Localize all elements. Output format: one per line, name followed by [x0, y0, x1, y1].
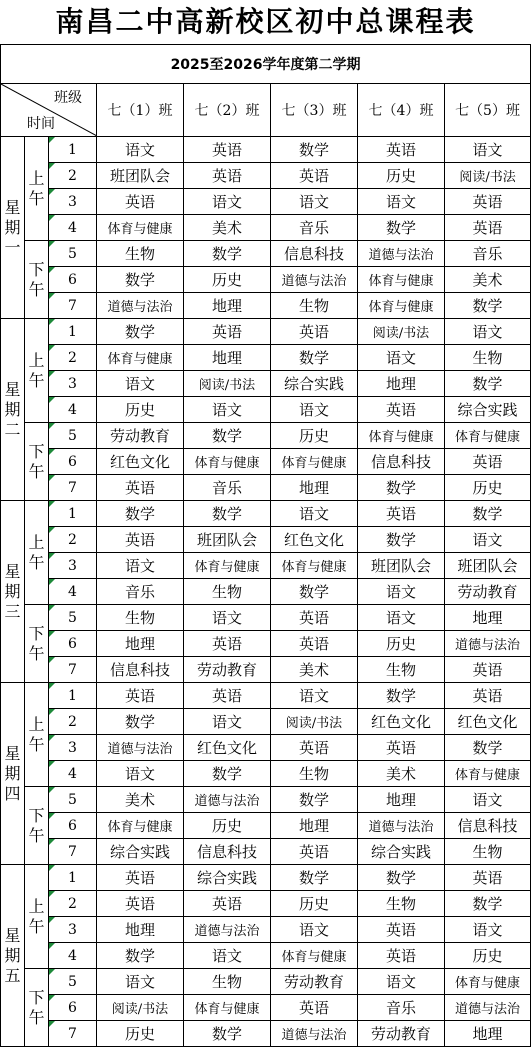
subject-cell: 地理 [271, 475, 358, 501]
subject-cell: 历史 [97, 1021, 184, 1047]
subject-cell: 体育与健康 [445, 969, 531, 995]
subject-cell: 数学 [445, 371, 531, 397]
table-row [1, 423, 531, 449]
subject-cell: 道德与法治 [97, 735, 184, 761]
subject-cell: 美术 [184, 215, 271, 241]
subject-cell: 语文 [271, 189, 358, 215]
subject-cell: 综合实践 [271, 371, 358, 397]
morning-label: 上 午 [25, 319, 49, 423]
table-row [1, 397, 531, 423]
period-number: 6 [49, 267, 97, 293]
subject-cell: 劳动教育 [271, 969, 358, 995]
subject-cell: 生物 [358, 657, 445, 683]
subject-cell: 数学 [97, 319, 184, 345]
period-number: 3 [49, 371, 97, 397]
subject-cell: 语文 [97, 969, 184, 995]
subject-cell: 英语 [97, 527, 184, 553]
subject-cell: 信息科技 [184, 839, 271, 865]
subject-cell: 语文 [184, 709, 271, 735]
subject-cell: 地理 [271, 813, 358, 839]
subject-cell: 生物 [445, 839, 531, 865]
subject-cell: 语文 [97, 137, 184, 163]
period-number: 3 [49, 553, 97, 579]
table-row [1, 761, 531, 787]
subject-cell: 英语 [445, 215, 531, 241]
subject-cell: 历史 [358, 163, 445, 189]
subject-cell: 体育与健康 [358, 293, 445, 319]
subject-cell: 美术 [358, 761, 445, 787]
subject-cell: 班团队会 [97, 163, 184, 189]
subject-cell: 语文 [358, 189, 445, 215]
subject-cell: 语文 [358, 969, 445, 995]
subject-cell: 红色文化 [445, 709, 531, 735]
table-row [1, 969, 531, 995]
period-number: 4 [49, 761, 97, 787]
table-row [1, 1021, 531, 1047]
subject-cell: 英语 [271, 605, 358, 631]
day-label: 星 期 三 [1, 501, 25, 683]
subject-cell: 红色文化 [184, 735, 271, 761]
afternoon-label: 下 午 [25, 241, 49, 319]
subject-cell: 劳动教育 [184, 657, 271, 683]
subject-cell: 阅读/书法 [271, 709, 358, 735]
corner-cell [1, 84, 97, 137]
subject-cell: 阅读/书法 [358, 319, 445, 345]
subject-cell: 地理 [445, 605, 531, 631]
subject-cell: 数学 [445, 735, 531, 761]
subject-cell: 数学 [97, 267, 184, 293]
table-row [1, 917, 531, 943]
subject-cell: 数学 [184, 501, 271, 527]
day-label: 星 期 四 [1, 683, 25, 865]
subject-cell: 红色文化 [97, 449, 184, 475]
subject-cell: 美术 [445, 267, 531, 293]
subject-cell: 数学 [358, 475, 445, 501]
subject-cell: 生物 [97, 605, 184, 631]
subject-cell: 信息科技 [97, 657, 184, 683]
subject-cell: 英语 [358, 137, 445, 163]
period-number: 4 [49, 215, 97, 241]
subject-cell: 地理 [97, 631, 184, 657]
morning-label: 上 午 [25, 137, 49, 241]
subject-cell: 数学 [184, 423, 271, 449]
subject-cell: 体育与健康 [358, 267, 445, 293]
subject-cell: 数学 [97, 943, 184, 969]
subject-cell: 英语 [97, 475, 184, 501]
subject-cell: 数学 [271, 865, 358, 891]
subject-cell: 语文 [271, 501, 358, 527]
subject-cell: 音乐 [184, 475, 271, 501]
subject-cell: 生物 [97, 241, 184, 267]
subject-cell: 信息科技 [445, 813, 531, 839]
subject-cell: 语文 [445, 527, 531, 553]
subject-cell: 数学 [184, 241, 271, 267]
period-number: 4 [49, 579, 97, 605]
page-title: 南昌二中高新校区初中总课程表 [55, 5, 476, 38]
subject-cell: 英语 [184, 319, 271, 345]
table-row [1, 605, 531, 631]
subject-cell: 英语 [184, 631, 271, 657]
subject-cell: 体育与健康 [271, 553, 358, 579]
subject-cell: 语文 [97, 553, 184, 579]
period-number: 3 [49, 917, 97, 943]
subject-cell: 道德与法治 [445, 631, 531, 657]
corner-time-label: 时间 [27, 116, 55, 132]
afternoon-label: 下 午 [25, 787, 49, 865]
subject-cell: 历史 [97, 397, 184, 423]
subject-cell: 生物 [184, 579, 271, 605]
subject-cell: 历史 [184, 813, 271, 839]
table-row [1, 865, 531, 891]
subject-cell: 红色文化 [358, 709, 445, 735]
subject-cell: 数学 [271, 137, 358, 163]
subject-cell: 生物 [271, 293, 358, 319]
table-row [1, 839, 531, 865]
subject-cell: 英语 [271, 995, 358, 1021]
period-number: 7 [49, 293, 97, 319]
period-number: 6 [49, 813, 97, 839]
table-row [1, 683, 531, 709]
subject-cell: 综合实践 [358, 839, 445, 865]
morning-label: 上 午 [25, 865, 49, 969]
subject-cell: 数学 [271, 787, 358, 813]
subject-cell: 班团队会 [445, 553, 531, 579]
subject-cell: 数学 [271, 345, 358, 371]
subject-cell: 地理 [358, 371, 445, 397]
subject-cell: 数学 [97, 501, 184, 527]
subject-cell: 数学 [271, 579, 358, 605]
subject-cell: 英语 [445, 657, 531, 683]
subject-cell: 地理 [184, 345, 271, 371]
subject-cell: 道德与法治 [184, 917, 271, 943]
day-label: 星 期 五 [1, 865, 25, 1047]
period-number: 1 [49, 501, 97, 527]
table-row [1, 215, 531, 241]
subject-cell: 数学 [358, 865, 445, 891]
subject-cell: 信息科技 [358, 449, 445, 475]
table-row [1, 475, 531, 501]
subject-cell: 生物 [184, 969, 271, 995]
subject-cell: 英语 [358, 501, 445, 527]
subject-cell: 语文 [445, 917, 531, 943]
table-row [1, 449, 531, 475]
table-row [1, 995, 531, 1021]
period-number: 1 [49, 319, 97, 345]
subject-cell: 红色文化 [271, 527, 358, 553]
subject-cell: 语文 [184, 397, 271, 423]
subject-cell: 英语 [184, 137, 271, 163]
subject-cell: 数学 [358, 215, 445, 241]
subject-cell: 道德与法治 [358, 241, 445, 267]
header-row [1, 84, 531, 137]
subject-cell: 体育与健康 [358, 423, 445, 449]
subject-cell: 英语 [97, 683, 184, 709]
subject-cell: 英语 [184, 683, 271, 709]
period-number: 5 [49, 241, 97, 267]
period-number: 1 [49, 865, 97, 891]
subject-cell: 语文 [97, 761, 184, 787]
subject-cell: 历史 [445, 943, 531, 969]
subject-cell: 综合实践 [184, 865, 271, 891]
table-row [1, 527, 531, 553]
table-row [1, 579, 531, 605]
period-number: 6 [49, 995, 97, 1021]
table-row [1, 189, 531, 215]
subject-cell: 语文 [97, 371, 184, 397]
subject-cell: 英语 [358, 735, 445, 761]
period-number: 2 [49, 891, 97, 917]
term-subtitle: 2025至2026学年度第二学期 [1, 45, 531, 84]
period-number: 1 [49, 683, 97, 709]
morning-label: 上 午 [25, 683, 49, 787]
subject-cell: 数学 [445, 293, 531, 319]
table-row [1, 501, 531, 527]
subject-cell: 阅读/书法 [184, 371, 271, 397]
subject-cell: 劳动教育 [358, 1021, 445, 1047]
subject-cell: 美术 [271, 657, 358, 683]
table-row [1, 345, 531, 371]
subject-cell: 劳动教育 [97, 423, 184, 449]
subject-cell: 英语 [97, 865, 184, 891]
table-row [1, 787, 531, 813]
table-row [1, 891, 531, 917]
subject-cell: 地理 [445, 1021, 531, 1047]
subject-cell: 语文 [271, 917, 358, 943]
morning-label: 上 午 [25, 501, 49, 605]
afternoon-label: 下 午 [25, 605, 49, 683]
period-number: 2 [49, 527, 97, 553]
subject-cell: 历史 [358, 631, 445, 657]
period-number: 5 [49, 423, 97, 449]
period-number: 5 [49, 605, 97, 631]
subject-cell: 数学 [445, 891, 531, 917]
subject-cell: 语文 [358, 605, 445, 631]
subject-cell: 信息科技 [271, 241, 358, 267]
subject-cell: 道德与法治 [97, 293, 184, 319]
subject-cell: 体育与健康 [445, 761, 531, 787]
subject-cell: 语文 [271, 397, 358, 423]
class-header: 七（2）班 [184, 84, 271, 137]
subject-cell: 英语 [445, 189, 531, 215]
subject-cell: 体育与健康 [184, 995, 271, 1021]
table-row [1, 657, 531, 683]
class-header: 七（1）班 [97, 84, 184, 137]
subject-cell: 语文 [358, 345, 445, 371]
subject-cell: 音乐 [358, 995, 445, 1021]
period-number: 6 [49, 449, 97, 475]
subject-cell: 数学 [358, 683, 445, 709]
table-row [1, 631, 531, 657]
period-number: 3 [49, 735, 97, 761]
subject-cell: 劳动教育 [445, 579, 531, 605]
subject-cell: 英语 [358, 943, 445, 969]
subject-cell: 体育与健康 [97, 813, 184, 839]
class-header: 七（5）班 [445, 84, 531, 137]
subject-cell: 数学 [184, 1021, 271, 1047]
subject-cell: 美术 [97, 787, 184, 813]
subject-cell: 体育与健康 [271, 449, 358, 475]
subject-cell: 道德与法治 [445, 995, 531, 1021]
subject-cell: 语文 [184, 605, 271, 631]
afternoon-label: 下 午 [25, 423, 49, 501]
table-row [1, 371, 531, 397]
period-number: 7 [49, 657, 97, 683]
subject-cell: 英语 [97, 189, 184, 215]
subject-cell: 阅读/书法 [97, 995, 184, 1021]
subject-cell: 生物 [271, 761, 358, 787]
table-row [1, 735, 531, 761]
table-row [1, 267, 531, 293]
subject-cell: 生物 [358, 891, 445, 917]
period-number: 4 [49, 943, 97, 969]
subject-cell: 体育与健康 [445, 423, 531, 449]
subject-cell: 道德与法治 [271, 1021, 358, 1047]
subject-cell: 英语 [271, 163, 358, 189]
subject-cell: 英语 [445, 683, 531, 709]
period-number: 7 [49, 1021, 97, 1047]
period-number: 1 [49, 137, 97, 163]
subject-cell: 历史 [445, 475, 531, 501]
period-number: 2 [49, 163, 97, 189]
subject-cell: 英语 [445, 449, 531, 475]
subject-cell: 英语 [271, 839, 358, 865]
subject-cell: 历史 [271, 891, 358, 917]
period-number: 6 [49, 631, 97, 657]
subject-cell: 综合实践 [97, 839, 184, 865]
subject-cell: 体育与健康 [184, 553, 271, 579]
class-header: 七（3）班 [271, 84, 358, 137]
subject-cell: 语文 [358, 579, 445, 605]
table-row [1, 137, 531, 163]
subject-cell: 数学 [97, 709, 184, 735]
subject-cell: 体育与健康 [184, 449, 271, 475]
period-number: 2 [49, 345, 97, 371]
table-row [1, 943, 531, 969]
schedule-body [1, 137, 531, 1047]
table-row [1, 553, 531, 579]
subject-cell: 数学 [358, 527, 445, 553]
subject-cell: 语文 [184, 943, 271, 969]
subject-cell: 综合实践 [445, 397, 531, 423]
subject-cell: 体育与健康 [271, 943, 358, 969]
subject-cell: 道德与法治 [184, 787, 271, 813]
subject-cell: 英语 [271, 735, 358, 761]
period-number: 3 [49, 189, 97, 215]
class-header: 七（4）班 [358, 84, 445, 137]
table-row [1, 813, 531, 839]
period-number: 5 [49, 969, 97, 995]
day-label: 星 期 二 [1, 319, 25, 501]
table-row [1, 163, 531, 189]
day-label: 星 期 一 [1, 137, 25, 319]
table-row [1, 709, 531, 735]
subject-cell: 道德与法治 [271, 267, 358, 293]
subject-cell: 地理 [358, 787, 445, 813]
subject-cell: 历史 [271, 423, 358, 449]
subject-cell: 语文 [184, 189, 271, 215]
period-number: 5 [49, 787, 97, 813]
subject-cell: 英语 [184, 891, 271, 917]
afternoon-label: 下 午 [25, 969, 49, 1047]
period-number: 7 [49, 475, 97, 501]
subject-cell: 英语 [358, 917, 445, 943]
subject-cell: 语文 [445, 137, 531, 163]
subject-cell: 英语 [445, 865, 531, 891]
subject-cell: 英语 [97, 891, 184, 917]
subject-cell: 体育与健康 [97, 345, 184, 371]
subject-cell: 体育与健康 [97, 215, 184, 241]
schedule-table [0, 44, 531, 1047]
subject-cell: 英语 [271, 631, 358, 657]
subject-cell: 数学 [445, 501, 531, 527]
table-row [1, 319, 531, 345]
subject-cell: 阅读/书法 [445, 163, 531, 189]
subject-cell: 道德与法治 [358, 813, 445, 839]
subject-cell: 生物 [445, 345, 531, 371]
period-number: 4 [49, 397, 97, 423]
subject-cell: 班团队会 [184, 527, 271, 553]
subject-cell: 语文 [445, 787, 531, 813]
subject-cell: 英语 [271, 319, 358, 345]
subject-cell: 英语 [358, 397, 445, 423]
subject-cell: 历史 [184, 267, 271, 293]
subject-cell: 音乐 [445, 241, 531, 267]
subject-cell: 语文 [445, 319, 531, 345]
subject-cell: 班团队会 [358, 553, 445, 579]
table-row [1, 293, 531, 319]
subject-cell: 音乐 [271, 215, 358, 241]
subject-cell: 地理 [97, 917, 184, 943]
corner-class-label: 班级 [54, 90, 82, 106]
table-row [1, 241, 531, 267]
period-number: 2 [49, 709, 97, 735]
subject-cell: 音乐 [97, 579, 184, 605]
period-number: 7 [49, 839, 97, 865]
subject-cell: 英语 [184, 163, 271, 189]
subject-cell: 语文 [271, 683, 358, 709]
subject-cell: 数学 [184, 761, 271, 787]
subject-cell: 地理 [184, 293, 271, 319]
